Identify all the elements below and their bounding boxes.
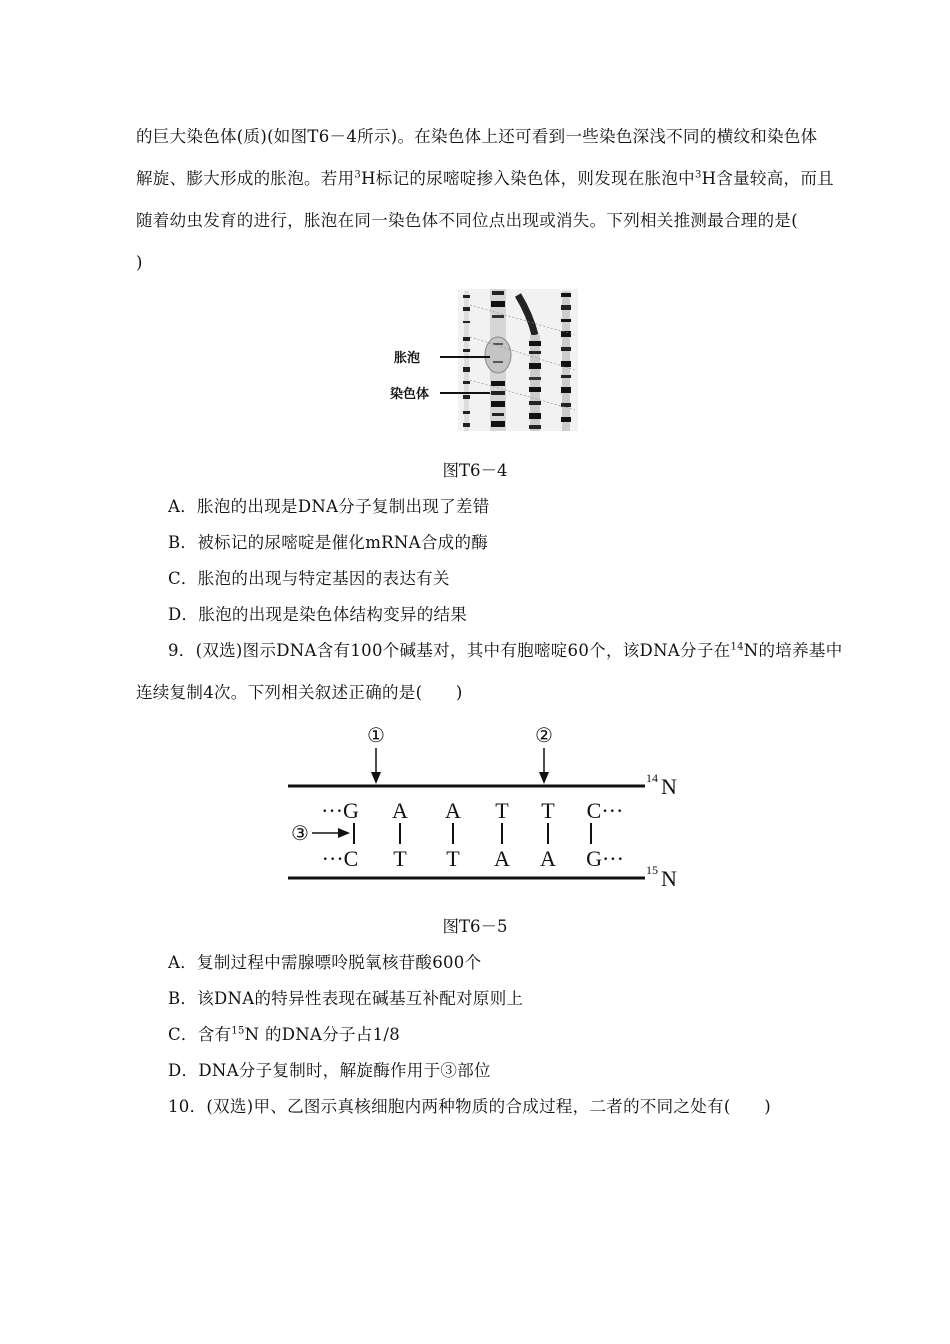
marker-3-arrowhead xyxy=(338,828,350,838)
top-strand-sup: 14 xyxy=(646,771,658,785)
top-base-6: C··· xyxy=(586,798,624,823)
top-base-1: ···G xyxy=(321,798,359,823)
q8-text-line-3: 随着幼虫发育的进行，胀泡在同一染色体不同位点出现或消失。下列相关推测最合理的是( xyxy=(136,211,798,230)
bottom-base-1: ···C xyxy=(321,846,359,871)
top-base-5: T xyxy=(541,798,555,823)
q9-text-line-1: 9．(双选)图示DNA含有100个碱基对，其中有胞嘧啶60个，该DNA分子在$^{14}$N的培养基中 xyxy=(168,641,843,660)
top-base-4: T xyxy=(495,798,509,823)
chromosome-label: 染色体 xyxy=(390,386,430,401)
q8-text-line-2: 解旋、膨大形成的胀泡。若用$^3$H标记的尿嘧啶掺入染色体，则发现在胀泡中$^3$H含量较高，而且 xyxy=(136,169,834,188)
chromosome-band-right xyxy=(561,291,571,431)
marker-2: ② xyxy=(535,725,553,747)
q9-option-a: A．复制过程中需腺嘌呤脱氧核苷酸600个 xyxy=(168,953,482,972)
bottom-base-3: T xyxy=(446,846,460,871)
bottom-base-4: A xyxy=(494,846,510,871)
q8-option-b: B．被标记的尿嘧啶是催化mRNA合成的酶 xyxy=(168,533,489,552)
marker-3: ③ xyxy=(291,823,309,845)
marker-1-arrowhead xyxy=(371,772,381,784)
bottom-strand-label: N xyxy=(661,866,677,891)
top-base-3: A xyxy=(445,798,461,823)
q8-option-c: C．胀泡的出现与特定基因的表达有关 xyxy=(168,569,450,588)
q9-option-d: D．DNA分子复制时，解旋酶作用于③部位 xyxy=(168,1061,491,1080)
chromosome-band-left xyxy=(463,291,470,431)
bottom-base-2: T xyxy=(393,846,407,871)
top-strand-label: N xyxy=(661,774,677,799)
q9-option-c: C．含有$^{15}$N 的DNA分子占1/8 xyxy=(168,1025,401,1044)
q8-text-line-1: 的巨大染色体(质)(如图T6－4所示)。在染色体上还可看到一些染色深浅不同的横纹和染色体 xyxy=(136,127,818,146)
bottom-base-5: A xyxy=(540,846,556,871)
marker-2-arrowhead xyxy=(539,772,549,784)
q8-option-a: A．胀泡的出现是DNA分子复制出现了差错 xyxy=(168,497,490,516)
figure-caption-t6-4: 图T6－4 xyxy=(442,461,508,480)
chromosome-puff-figure xyxy=(390,285,590,435)
bottom-base-6: G··· xyxy=(586,846,624,871)
bottom-strand-sup: 15 xyxy=(646,863,658,877)
q10-text-line-1: 10．(双选)甲、乙图示真核细胞内两种物质的合成过程，二者的不同之处有( ) xyxy=(168,1097,771,1116)
marker-1: ① xyxy=(367,725,385,747)
puff-label: 胀泡 xyxy=(394,350,421,365)
q9-option-b: B．该DNA的特异性表现在碱基互补配对原则上 xyxy=(168,989,524,1008)
dna-strand-figure xyxy=(280,720,700,895)
figure-caption-t6-5: 图T6－5 xyxy=(442,917,508,936)
q8-option-d: D．胀泡的出现是染色体结构变异的结果 xyxy=(168,605,468,624)
q8-text-line-4: ) xyxy=(136,253,143,272)
top-base-2: A xyxy=(392,798,408,823)
q9-text-line-2: 连续复制4次。下列相关叙述正确的是( ) xyxy=(136,683,463,702)
